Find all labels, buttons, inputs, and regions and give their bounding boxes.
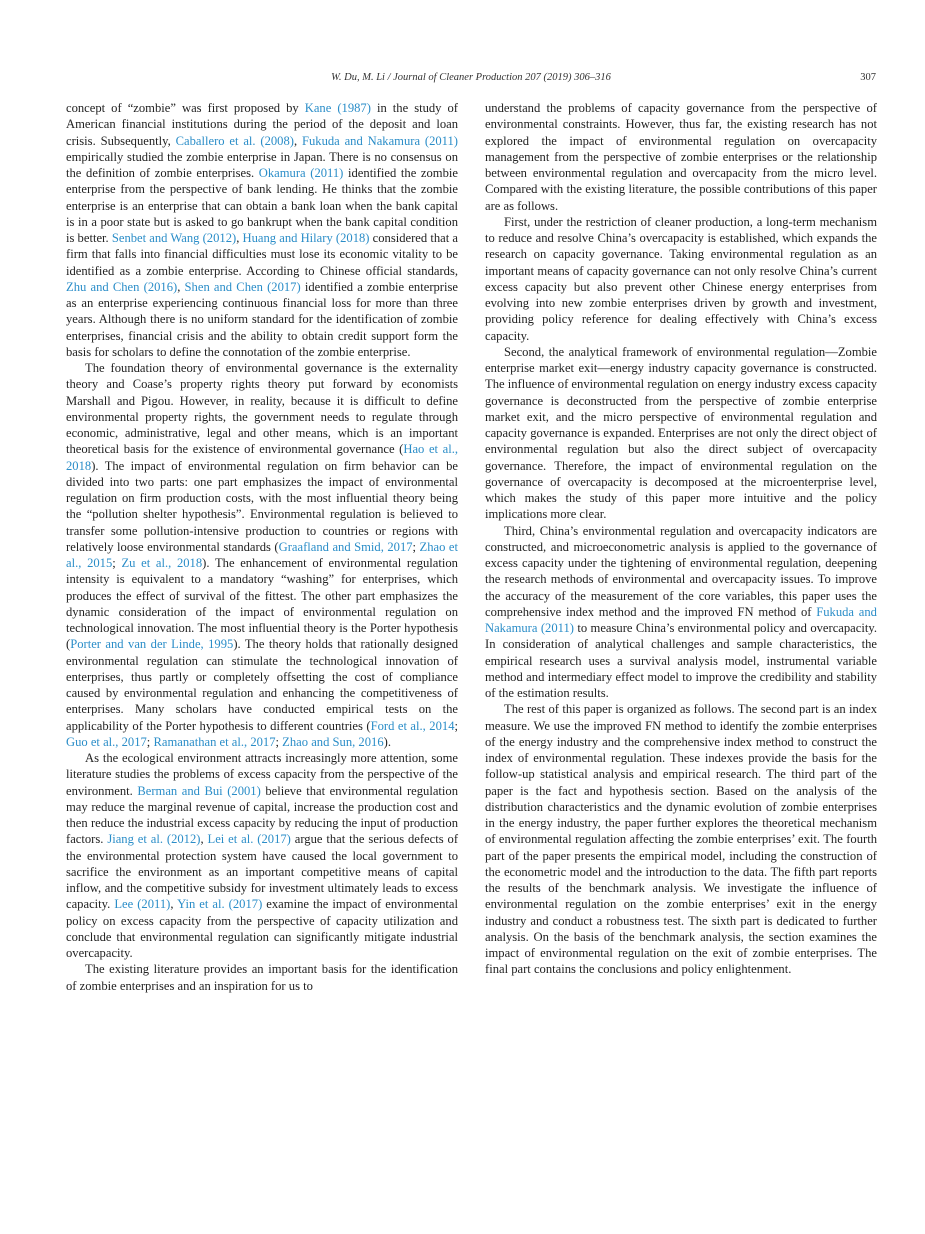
- right-column: [485, 100, 877, 978]
- paragraph-text: believe that environmental regulation may reduce the marginal revenue of capital, increase the production cost and then reduce the industrial excess capacity by reducing the input of production factors.: [66, 783, 459, 847]
- paragraph-text: understand the problems of capacity governance from the perspective of environmental constraints. However, thus far, the existing research has not explored the impact of environmental regulation on overcapacity management from the perspective of zombie enterprises or the relationship between environmental regulation and overcapacity from the micro level. Compared with the existing literature, the possible contributions of this paper are as follows.: [485, 101, 877, 213]
- page-number: 307: [860, 72, 876, 83]
- paragraph: [485, 701, 877, 977]
- paragraph: [485, 344, 877, 523]
- citation-link[interactable]: Zu et al., 2018: [121, 556, 203, 570]
- journal-citation: W. Du, M. Li / Journal of Cleaner Production 207 (2019) 306–316: [331, 72, 611, 83]
- paragraph-text: ;: [275, 734, 283, 749]
- paragraph: [66, 100, 458, 360]
- paragraph-text: ). The enhancement of environmental regulation intensity is equivalent to a mandatory “washing” for enterprises, which produces the effect of survival of the fittest. The other part emphasizes the dynamic consideration of the impact of environmental regulation on technological innovation. The most influential theory is the Porter hypothesis (: [66, 556, 458, 652]
- paragraph-text: identified a zombie enterprise as an enterprise experiencing continuous financial loss for more than three years. Although there is no uniform standard for the identification of zombie enterprises, financial crisis and the ability to obtain credit support form the basis for scholars to define the connotation of the zombie enterprise.: [66, 279, 458, 359]
- paragraph-text: The existing literature provides an important basis for the identification of zombie enterprises and an inspiration for us to: [66, 962, 458, 993]
- paragraph: [485, 100, 877, 214]
- paragraph-text: in the study of American financial institutions during the period of the deposit and loan crisis. Subsequently,: [66, 101, 458, 148]
- citation-link[interactable]: Guo et al., 2017: [66, 734, 147, 749]
- paragraph-text: ;: [146, 734, 154, 749]
- paragraph-text: ,: [200, 832, 208, 847]
- citation-link[interactable]: Lee (2011): [114, 897, 171, 912]
- citation-link[interactable]: Jiang et al. (2012): [107, 832, 201, 847]
- citation-link[interactable]: Shen and Chen (2017): [184, 279, 301, 294]
- paragraph-text: ;: [454, 718, 458, 733]
- citation-link[interactable]: Huang and Hilary (2018): [242, 231, 370, 245]
- citation-link[interactable]: Zhao and Sun, 2016: [282, 734, 384, 749]
- paragraph: [66, 961, 458, 994]
- paragraph-text: The rest of this paper is organized as follows. The second part is an index measure. We use the improved FN method to identify the zombie enterprises of the energy industry and the comprehensive index method to construct the index of environmental regulation. These indexes provide the basis for the follow-up statistical analysis and empirical research. The third part of the paper is the fact and hypothesis section. Based on the analysis of the distribution characteristics and the dynamic evolution of zombie enterprises in the energy industry, the paper further explores the theoretical mechanism of environmental regulation affecting the zombie enterprises’ exit. The fourth part of the paper presents the empirical model, including the construction of the econometric model and the introduction to the data. The fifth part reports the results of the benchmark analysis. We investigate the influence of environmental regulation on the zombie enterprises’ exit in the energy industry and conduct a robustness test. The sixth part is dedicated to further analysis. On the basis of the benchmark analysis, the section examines the impact of environmental regulation on the exit of zombie enterprises. The final part contains the conclusions and policy enlightenment.: [485, 702, 877, 977]
- paragraph-text: identified the zombie enterprise from the perspective of bank lending. He thinks that the zombie enterprise is an enterprise that can obtain a bank loan when the bank capital is in a poor state but is asked to go bankrupt when the bank capital condition is better.: [66, 166, 458, 245]
- paragraph-text: Third, China’s environmental regulation and overcapacity indicators are constructed, and microeconometric analysis is applied to the governance of excess capacity under the tightening of environmental regulation, deepening the research methods of environmental and overcapacity issues. To improve the accuracy of the measurement of the core variables, this paper uses the comprehensive index method and the improved FN method of: [485, 523, 877, 619]
- paragraph-text: ,: [293, 133, 302, 148]
- paragraph: [66, 360, 458, 750]
- citation-link[interactable]: Lei et al. (2017): [207, 832, 291, 847]
- citation-link[interactable]: Hao et al., 2018: [66, 442, 458, 473]
- paragraph-text: empirically studied the zombie enterprise in Japan. There is no consensus on the definition of zombie enterprises.: [66, 149, 458, 180]
- paragraph-text: ). The theory holds that rationally designed environmental regulation can stimulate the technological innovation of enterprises, thus partly or completely offsetting the cost of compliance caused by environmental regulation and enhancing the competitiveness of enterprises. Many scholars have conducted empirical tests on the applicability of the Porter hypothesis to different countries (: [66, 637, 458, 733]
- citation-link[interactable]: Graafland and Smid, 2017: [278, 539, 413, 554]
- paragraph: [485, 523, 877, 702]
- paragraph-text: ;: [412, 539, 420, 554]
- citation-link[interactable]: Yin et al. (2017): [177, 897, 263, 912]
- citation-link[interactable]: Ford et al., 2014: [370, 718, 455, 733]
- citation-link[interactable]: Caballero et al. (2008): [175, 133, 294, 148]
- citation-link[interactable]: Ramanathan et al., 2017: [153, 734, 276, 749]
- paragraph: [485, 214, 877, 344]
- citation-link[interactable]: Porter and van der Linde, 1995: [70, 637, 234, 652]
- paragraph-text: examine the impact of environmental policy on excess capacity from the perspective of capacity utilization and conclude that environmental regulation can significantly mitigate industrial overcapacity.: [66, 897, 458, 960]
- citation-link[interactable]: Senbet and Wang (2012): [111, 231, 237, 245]
- paragraph-text: First, under the restriction of cleaner production, a long-term mechanism to reduce and resolve China’s overcapacity is established, which expands the research on capacity governance. Taking environmental regulation as an important means of capacity governance can not only resolve China’s current excess capacity but also prevent other Chinese energy enterprises from evolving into new zombie enterprises driven by growth and investment, providing policy reference for dealing effectively with China’s excess capacity.: [485, 214, 877, 343]
- citation-link[interactable]: Okamura (2011): [258, 166, 344, 180]
- paragraph: [66, 750, 458, 961]
- citation-link[interactable]: Fukuda and Nakamura (2011): [485, 604, 877, 635]
- left-column: [66, 100, 458, 994]
- running-header: [66, 72, 876, 88]
- paragraph-text: ;: [112, 556, 122, 570]
- paragraph-text: considered that a firm that falls into financial difficulties must lose its economic vitality to be identified as a zombie enterprise. According to Chinese official standards,: [66, 231, 458, 278]
- paragraph-text: Second, the analytical framework of environmental regulation—Zombie enterprise market exit—energy industry capacity governance is constructed. The influence of environmental regulation on energy industry excess capacity governance is deconstructed from the perspective of zombie enterprise market exit, and the micro perspective of environmental regulation and capacity governance is expanded. Enterprises are not only the direct object of environmental regulation but also the direct subject of overcapacity governance. Therefore, the impact of environmental regulation on the governance of overcapacity is decomposed at the microenterprise level, which makes the study of this paper more intuitive and the policy implications more clear.: [485, 344, 877, 522]
- citation-link[interactable]: Kane (1987): [304, 101, 371, 115]
- citation-link[interactable]: Fukuda and Nakamura (2011): [301, 133, 458, 148]
- paragraph-text: The foundation theory of environmental governance is the externality theory and Coase’s property rights theory put forward by economists Marshall and Pigou. However, in reality, because it is difficult to define environmental property rights, the government needs to regulate through economic, administrative, legal and other means, which is an important theoretical basis for the existence of environmental governance (: [66, 361, 458, 457]
- citation-link[interactable]: Berman and Bui (2001): [137, 783, 261, 798]
- paragraph-text: to measure China’s environmental policy and overcapacity. In consideration of analytical challenges and sample characteristics, the empirical research uses a survival analysis model, instrumental variable method and intermediary effect model to improve the credibility and stability of the estimation results.: [485, 621, 877, 700]
- paragraph-text: ).: [383, 734, 391, 749]
- paragraph-text: ,: [236, 231, 243, 245]
- paragraph-text: argue that the serious defects of the environmental protection system have caused the local government to sacrifice the environment as an important competitive means of capital inflow, and the competitive subsidy for investment ultimately leads to excess capacity.: [66, 832, 459, 912]
- paragraph-text: As the ecological environment attracts increasingly more attention, some literature studies the problems of excess capacity from the perspective of the environment.: [66, 751, 458, 798]
- paragraph-text: ,: [170, 897, 178, 912]
- citation-link[interactable]: Zhao et al., 2015: [66, 539, 459, 570]
- paragraph-text: ,: [177, 279, 185, 294]
- paragraph-text: ). The impact of environmental regulation on firm behavior can be divided into two parts: one part emphasizes the impact of environmental regulation on firm production costs, with the most influential theory being the “pollution shelter hypothesis”. Environmental regulation is believed to transfer some pollution-intensive production to countries or regions with relatively loose environmental standards (: [66, 458, 458, 554]
- paragraph-text: concept of “zombie” was first proposed by: [66, 101, 305, 115]
- citation-link[interactable]: Zhu and Chen (2016): [66, 279, 178, 294]
